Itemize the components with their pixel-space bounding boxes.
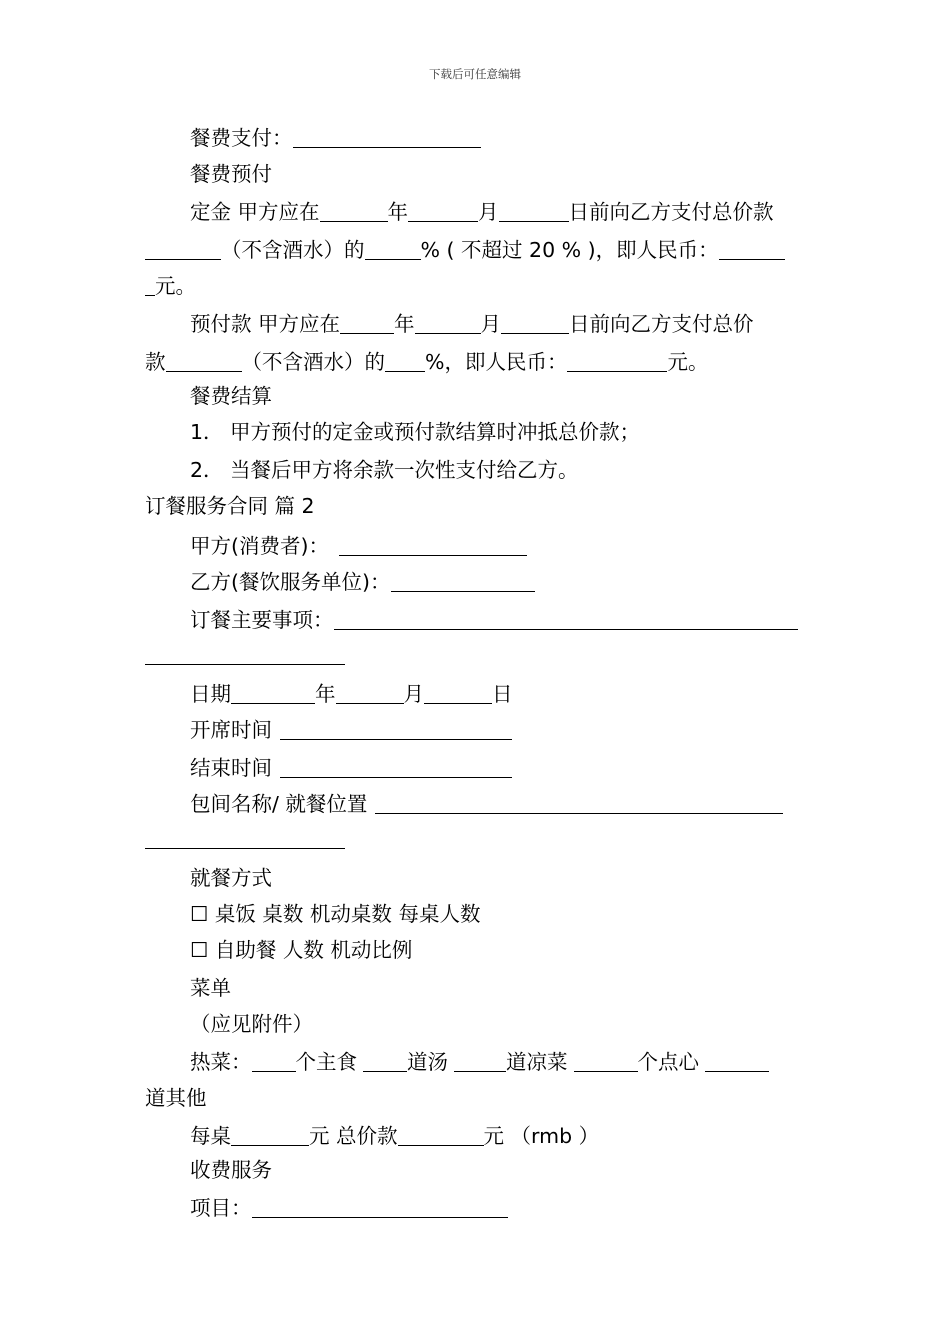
label: 甲方(消费者)：	[190, 534, 329, 559]
label: 日前向乙方支付总价	[569, 312, 754, 337]
label: 个点心	[637, 1050, 699, 1075]
label: 收费服务	[190, 1158, 272, 1182]
blank-percent[interactable]	[385, 350, 425, 372]
blank-soup[interactable]	[454, 1050, 506, 1072]
label: 元 总价款	[309, 1124, 398, 1149]
label: 项目：	[190, 1196, 252, 1221]
label: 元 （rmb ）	[483, 1124, 600, 1149]
blank-rmb[interactable]	[567, 350, 667, 372]
blank-month[interactable]	[408, 200, 478, 222]
label: 个主食	[295, 1050, 357, 1075]
dishes-line	[190, 1050, 769, 1073]
blank-total[interactable]	[145, 238, 221, 260]
label: 餐费支付：	[190, 126, 293, 151]
label: 开席时间	[190, 718, 272, 743]
blank-dim-sum[interactable]	[705, 1050, 769, 1072]
label: （不含酒水）的	[221, 238, 365, 263]
label: （应见附件）	[190, 1012, 313, 1036]
main-items-line	[190, 608, 798, 631]
label: 年	[387, 200, 409, 225]
blank-staple[interactable]	[363, 1050, 407, 1072]
blank-per-table[interactable]	[231, 1124, 309, 1146]
date-line	[190, 682, 513, 705]
label: 订餐主要事项：	[190, 608, 334, 633]
label: 餐费预付	[190, 162, 272, 186]
blank-party-b[interactable]	[391, 570, 535, 592]
label: 预付款 甲方应在	[190, 312, 341, 337]
charged-services-heading	[190, 1160, 272, 1181]
blank-total[interactable]	[166, 350, 242, 372]
label: %，即人民币：	[425, 350, 568, 375]
blank-total-price[interactable]	[398, 1124, 484, 1146]
settlement-item-2	[190, 460, 579, 481]
label: 就餐方式	[190, 866, 272, 890]
label: 年	[315, 682, 336, 707]
deposit-line-end	[145, 274, 196, 297]
party-a-line	[190, 534, 527, 557]
item-line	[190, 1196, 508, 1219]
blank-cold-dishes[interactable]	[574, 1050, 638, 1072]
label: 道汤	[407, 1050, 448, 1075]
menu-attachment-note	[190, 1014, 313, 1035]
label: 日前向乙方支付总价款	[568, 200, 774, 225]
blank-room[interactable]	[375, 792, 783, 814]
label: % ( 不超过 20 % )，即人民币：	[420, 238, 719, 263]
label: 订餐服务合同 篇 2	[145, 494, 315, 518]
blank-main-items-cont[interactable]	[145, 664, 345, 665]
blank-end-time[interactable]	[280, 756, 512, 778]
label: 每桌	[190, 1124, 231, 1149]
label: 元。	[155, 274, 196, 299]
start-time-line	[190, 718, 512, 741]
menu-heading	[190, 978, 231, 999]
label: 乙方(餐饮服务单位)：	[190, 570, 391, 595]
label: 定金 甲方应在	[190, 200, 320, 225]
room-line	[190, 792, 783, 815]
blank-day[interactable]	[501, 312, 569, 334]
settlement-heading	[190, 386, 272, 407]
blank-party-a[interactable]	[339, 534, 527, 556]
label: 道凉菜	[506, 1050, 568, 1075]
end-time-line	[190, 756, 512, 779]
dishes-line-end	[145, 1088, 207, 1109]
blank-percent[interactable]	[365, 238, 421, 260]
label: 热菜：	[190, 1050, 252, 1075]
blank-rmb[interactable]	[719, 238, 785, 260]
label: 款	[145, 350, 166, 375]
label: ☐ 桌饭 桌数 机动桌数 每桌人数	[190, 902, 481, 926]
blank-room-cont[interactable]	[145, 848, 345, 849]
price-line	[190, 1124, 599, 1147]
page-header: 下载后可任意编辑	[429, 67, 521, 81]
label: 月	[403, 682, 424, 707]
blank-month[interactable]	[336, 682, 404, 704]
blank-day[interactable]	[499, 200, 569, 222]
label: 包间名称/ 就餐位置	[190, 792, 368, 817]
blank-month[interactable]	[415, 312, 481, 334]
option-buffet[interactable]	[190, 940, 412, 961]
label: 餐费结算	[190, 384, 272, 408]
blank-day[interactable]	[424, 682, 492, 704]
label: （不含酒水）的	[241, 350, 385, 375]
blank-year[interactable]	[231, 682, 315, 704]
blank-year[interactable]	[320, 200, 388, 222]
settlement-item-1	[190, 422, 640, 443]
blank-field[interactable]	[293, 126, 481, 148]
meal-fee-payment-line	[190, 126, 481, 149]
blank-year[interactable]	[340, 312, 394, 334]
meal-fee-prepay-heading	[190, 164, 272, 185]
label: 2． 当餐后甲方将余款一次性支付给乙方。	[190, 458, 579, 482]
label: 1． 甲方预付的定金或预付款结算时冲抵总价款；	[190, 420, 641, 444]
label: 日期	[190, 682, 231, 707]
section-title	[145, 496, 315, 517]
prepayment-line-cont	[145, 350, 708, 373]
blank-rmb-cont[interactable]	[145, 274, 155, 296]
label: 结束时间	[190, 756, 272, 781]
label: 月	[480, 312, 502, 337]
blank-main-items[interactable]	[334, 608, 798, 630]
party-b-line	[190, 570, 535, 593]
label: 菜单	[190, 976, 231, 1000]
option-table-meal[interactable]	[190, 904, 480, 925]
label: 元。	[667, 350, 709, 375]
label: 日	[492, 682, 513, 707]
blank-start-time[interactable]	[280, 718, 512, 740]
dining-method-heading	[190, 868, 272, 889]
deposit-line	[190, 200, 774, 223]
blank-item[interactable]	[252, 1196, 508, 1218]
label: 月	[478, 200, 499, 225]
prepayment-line	[190, 312, 754, 335]
label: ☐ 自助餐 人数 机动比例	[190, 938, 413, 962]
label: 道其他	[145, 1086, 207, 1110]
deposit-line-cont	[145, 238, 785, 261]
label: 年	[394, 312, 415, 337]
blank-hot-dishes[interactable]	[252, 1050, 296, 1072]
